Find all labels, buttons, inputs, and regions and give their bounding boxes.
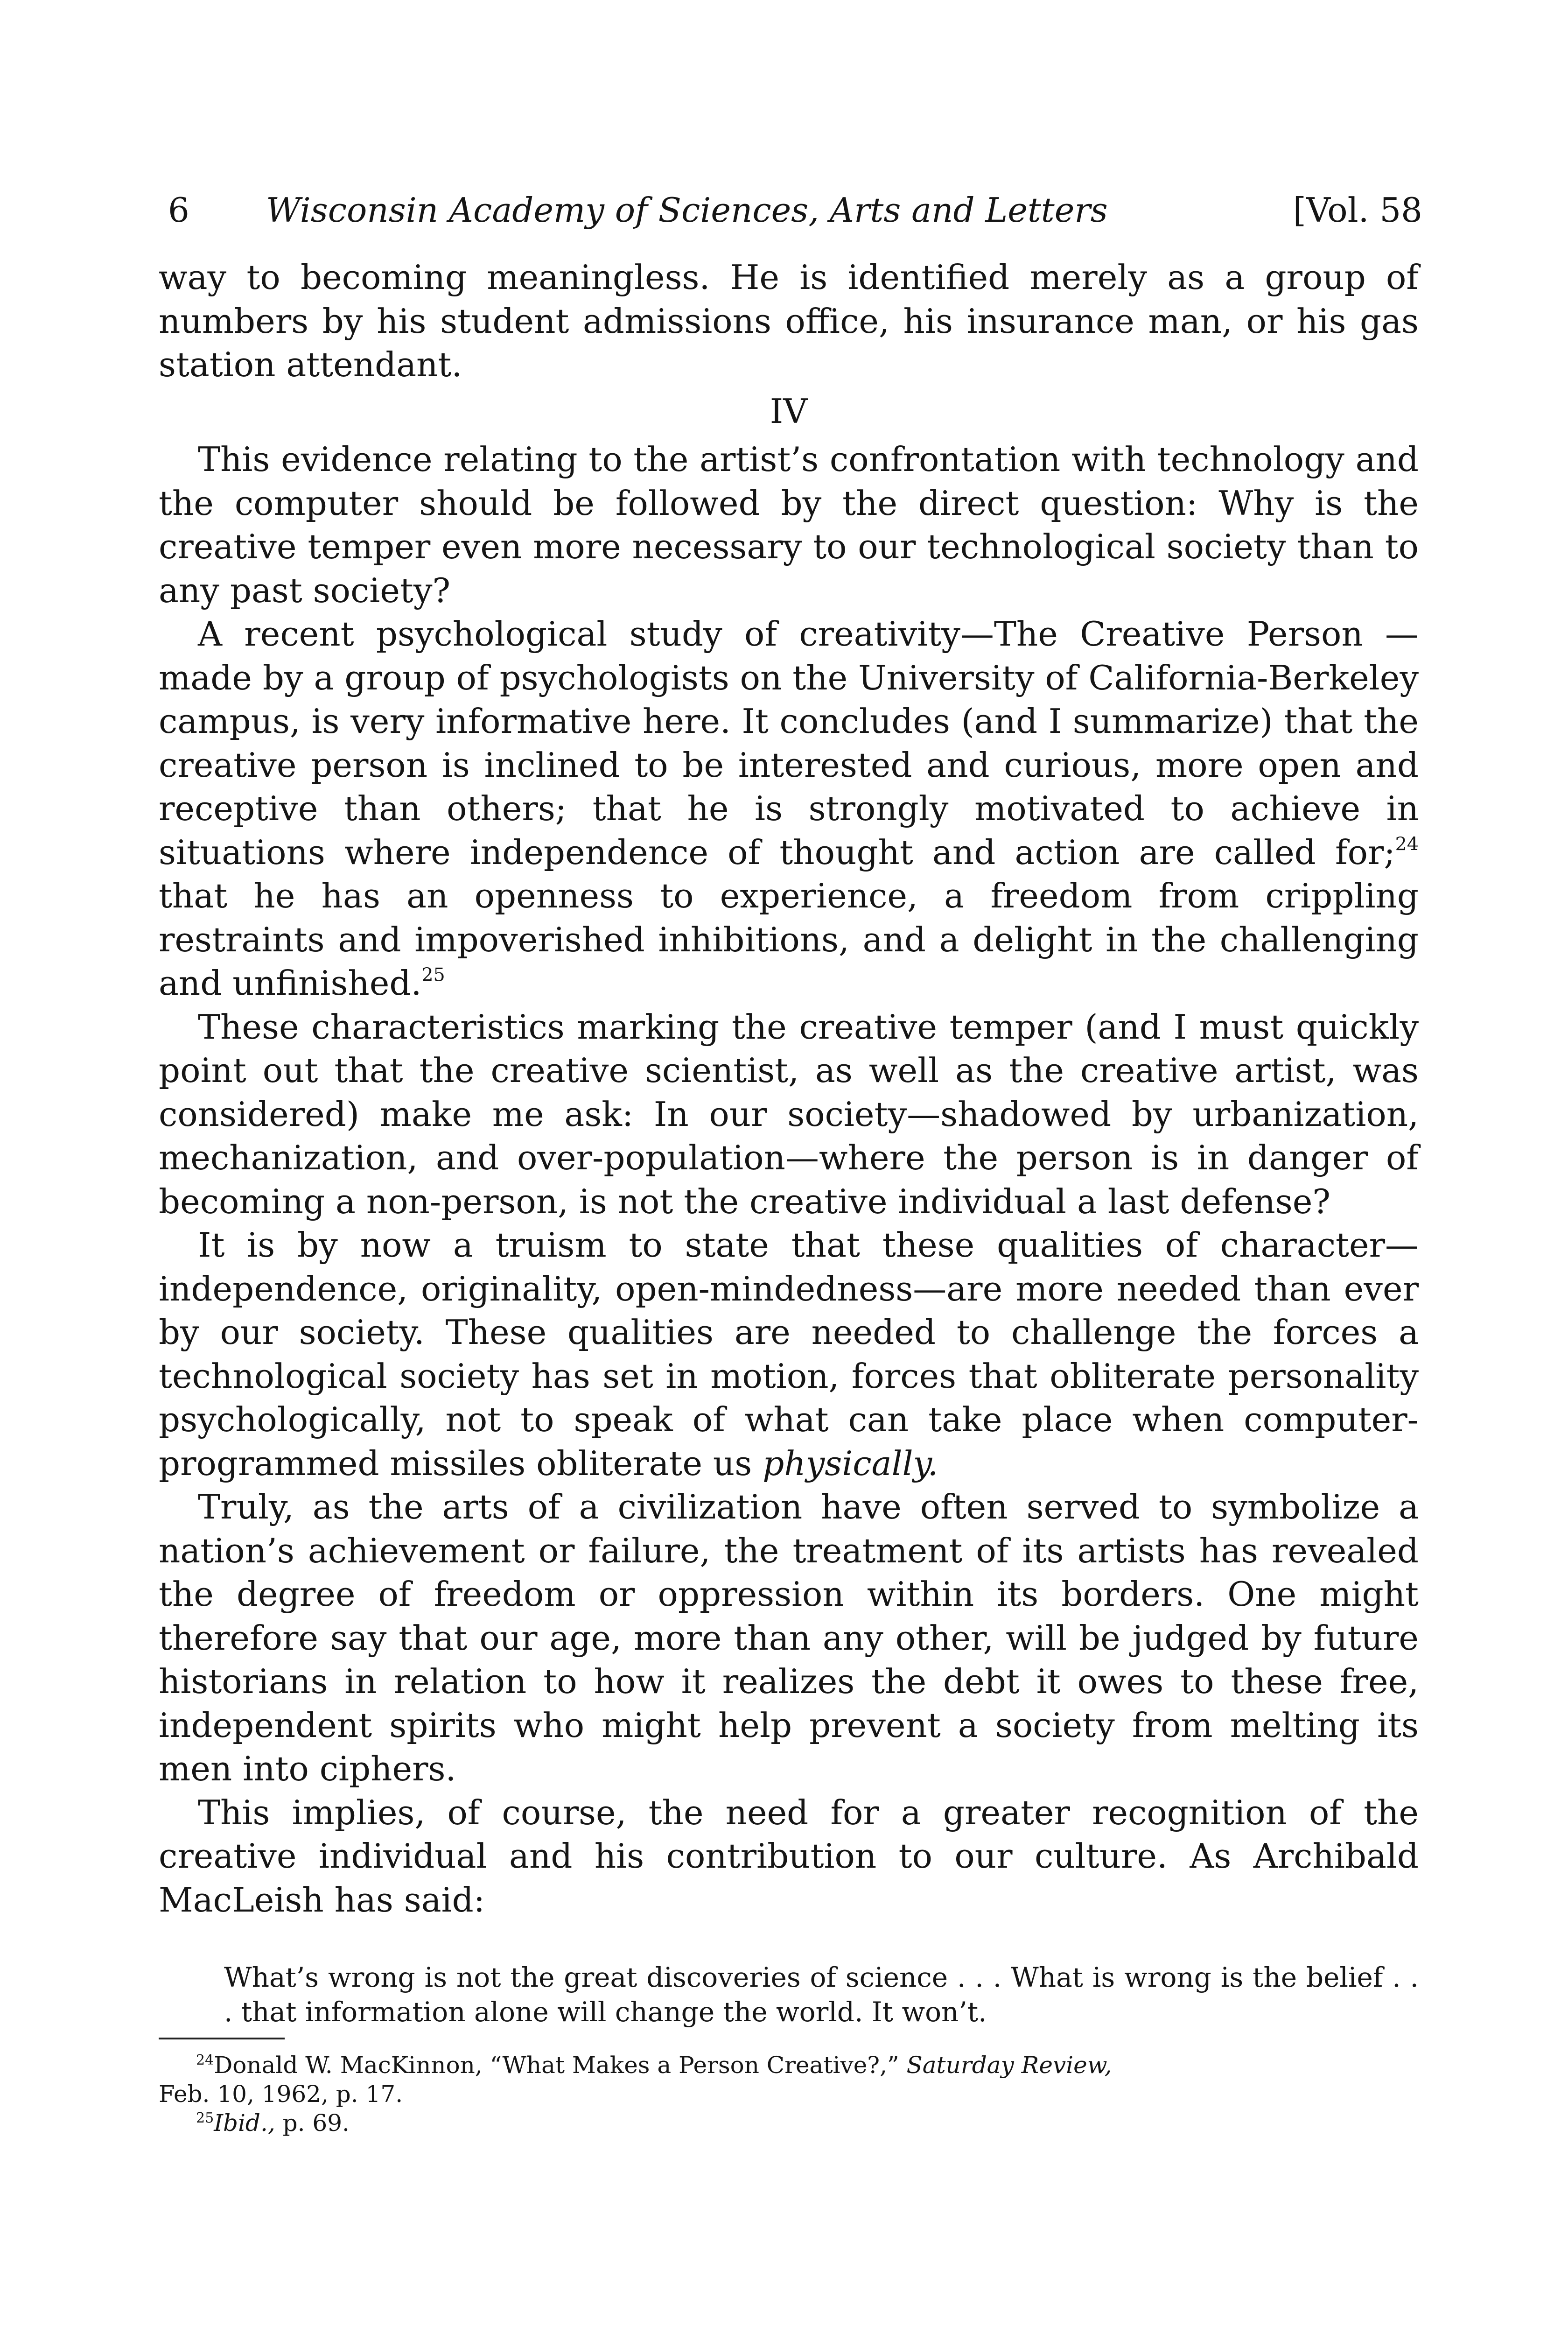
page xyxy=(159,187,1422,2137)
paragraph-text: that he has an openness to experience, a freedom from crippling restraints and impoverished inhibitions, and a delight in the challenging and unfinished. xyxy=(159,876,1419,1003)
paragraph: This implies, of course, the need for a greater recognition of the creative individual and his contribution to our culture. As Archibald MacLeish has said: xyxy=(159,1793,1419,1919)
paragraph xyxy=(159,612,1419,1005)
footnote-italic: Ibid., xyxy=(214,2109,275,2137)
footnote-divider xyxy=(159,2038,285,2039)
article-body xyxy=(159,256,1419,1922)
block-quote: What’s wrong is not the great discoveries of science . . . What is wrong is the belief . . . that information alone will change the world. It won’t. xyxy=(224,1961,1419,2028)
footnote-24-continued: Feb. 10, 1962, p. 17. xyxy=(159,2081,403,2108)
footnote-ref: 25 xyxy=(421,964,445,986)
paragraph: This evidence relating to the artist’s confrontation with technology and the computer should be followed by the direct question: Why is the creative temper even more necessary to our technological society than to any past society? xyxy=(159,440,1419,610)
footnote-ref: 24 xyxy=(1395,833,1419,855)
paragraph: Truly, as the arts of a civilization have often served to symbolize a nation’s achievement or failure, the treatment of its artists has revealed the degree of freedom or oppression within its borders. One might therefore say that our age, more than any other, will be judged by future historians in relation to how it realizes the debt it owes to these free, independent spirits who might help prevent a society from melting its men into ciphers. xyxy=(159,1487,1419,1788)
footnote-24 xyxy=(159,2051,1419,2080)
footnote-text: p. 69. xyxy=(275,2109,350,2137)
paragraph-continued: way to becoming meaningless. He is identified merely as a group of numbers by his student admissions office, his insurance man, or his gas station attendant. xyxy=(159,258,1419,384)
page-number: 6 xyxy=(168,190,189,230)
footnote-25 xyxy=(159,2109,1419,2137)
footnote-text: Donald W. MacKinnon, “What Makes a Person Creative?,” xyxy=(214,2052,907,2079)
paragraph: These characteristics marking the creative temper (and I must quickly point out that the creative scientist, as well as the creative artist, was considered) make me ask: In our society—shadowed by urbanization, mechanization, and over-population—where the person is in danger of becoming a non-person, is not the creative individual a last defense? xyxy=(159,1007,1419,1221)
paragraph-text: It is by now a truism to state that these qualities of character—independence, originality, open-mindedness—are more needed than ever by our society. These qualities are needed to challenge the forces a technological society has set in motion, forces that obliterate personality psychologically, not to speak of what can take place when computer-programmed missiles obliterate us xyxy=(159,1225,1419,1483)
emphasis-text: physically. xyxy=(763,1443,938,1483)
section-heading: IV xyxy=(770,391,808,431)
footnote-mark: 25 xyxy=(196,2110,214,2126)
footnote-italic: Saturday Review, xyxy=(906,2052,1112,2079)
footnotes xyxy=(159,2051,1419,2137)
volume-label: [Vol. 58 xyxy=(1293,190,1422,230)
journal-title: Wisconsin Academy of Sciences, Arts and Letters xyxy=(266,190,1108,230)
paragraph xyxy=(159,1223,1419,1485)
running-header xyxy=(159,187,1422,233)
paragraph-text: A recent psychological study of creativity—The Creative Person —made by a group of psychologists on the University of California-Berkeley campus, is very informative here. It concludes (and I summarize) that the creative person is inclined to be interested and curious, more open and receptive than others; that he is strongly motivated to achieve in situations where independence of thought and action are called for; xyxy=(159,614,1419,872)
footnote-mark: 24 xyxy=(196,2052,214,2068)
